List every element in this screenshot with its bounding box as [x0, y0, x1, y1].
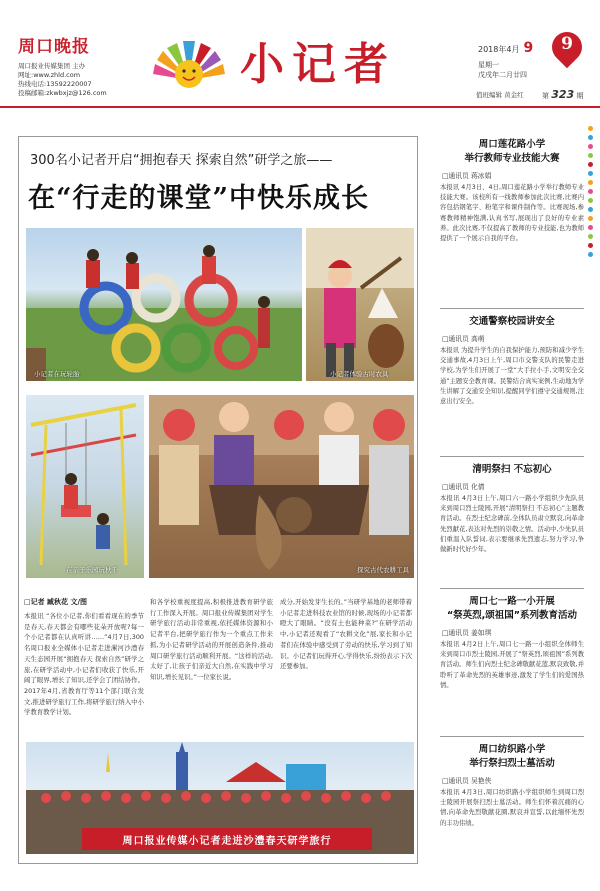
issue-prefix: 第: [542, 92, 549, 100]
sidebar-divider: [440, 456, 584, 457]
email-line: 投稿邮箱:zkwbxjz@126.com: [18, 89, 107, 97]
weekday: 星期一: [478, 61, 499, 69]
sun-logo-icon: [150, 40, 228, 88]
photo-swings: [26, 395, 144, 578]
decorative-dot: [588, 153, 593, 158]
article-column-1: 本报讯 “各位小记者,你们看看现在的季节是春天,春天都会有哪些花朵开放呢?每一个小记者都在认真听讲……”4月7日,300名周口报业全媒体小记者走进漯河沙澧春天生态园开展“拥抱春天 探索自然”研学之旅,在研学活动中,小记者们收获了快乐,开阔了眼界,增长了知识,还学会了团结协作。2017年4月,省教育厅等11个部门联合发文,推进研学旅行工作,将研学旅行纳入中小学教育教学计划。: [24, 612, 144, 717]
issue-date: [478, 40, 533, 56]
sidebar-item-title: 周口纺织路小学 举行祭扫烈士墓活动: [469, 744, 555, 769]
sidebar-divider: [440, 736, 584, 737]
decorative-dot: [588, 171, 593, 176]
decorative-dot: [588, 135, 593, 140]
caption-tool: 小记者体验古时农具: [330, 370, 389, 378]
lunar-date: 戊戌年二月廿四: [478, 71, 527, 79]
masthead: [0, 0, 600, 108]
decorative-dot: [588, 198, 593, 203]
sidebar-item-title: 周口七一路一小开展 “祭英烈,颂祖国”系列教育活动: [446, 596, 578, 621]
sidebar-item-reporter: □通讯员 姜如琪: [442, 629, 492, 637]
article-headline: 在“行走的课堂”中快乐成长: [28, 183, 370, 214]
photo-tire-playground: [26, 228, 302, 381]
decorative-dot: [588, 144, 593, 149]
article-byline: □记者 臧秋花 文/图: [24, 598, 88, 606]
group-banner-text: 周口报业传媒小记者走进沙澧春天研学旅行: [122, 836, 332, 847]
issue-number: [542, 88, 583, 101]
sidebar-item-title: 交通警察校园讲安全: [469, 316, 555, 327]
hotline-line: 热线电话:13592220007: [18, 80, 92, 88]
sidebar-item-title: 清明祭扫 不忘初心: [472, 464, 552, 475]
caption-tires: 小记者在玩轮胎: [34, 370, 80, 378]
sidebar-divider: [440, 308, 584, 309]
issue-day: 9: [523, 40, 534, 56]
sidebar-item-title: 周口莲花路小学 举行教师专业技能大赛: [464, 139, 560, 164]
issue-suffix: 期: [576, 92, 584, 100]
sidebar-item-reporter: □通讯员 化倩: [442, 483, 485, 491]
sidebar-item-lianhua: [440, 138, 584, 295]
decorative-dot: [588, 234, 593, 239]
sidebar-item-text: 本报讯 4月3日上午,周口六一路小学组织少先队员来到周口烈士陵园,开展“清明祭扫 不忘初心”主题教育活动。在烈士纪念碑前,全体队员肃立默哀,向革命先烈献花,表达对先烈的崇敬之情。活动中,少先队员们重温入队誓词,表示要继承先烈遗志,努力学习,争做新时代好少年。: [440, 495, 584, 554]
newspaper-logo: 周口晚报: [18, 37, 90, 57]
decorative-dot: [588, 207, 593, 212]
sidebar-item-reporter: □通讯员 吴艳侠: [442, 777, 492, 785]
sidebar-item-reporter: □通讯员 蒋冰娟: [442, 172, 492, 180]
sidebar-item-qiyilu: [440, 588, 584, 742]
website-line: 网址:www.zhld.com: [18, 71, 81, 79]
decorative-dots: [588, 126, 596, 261]
sidebar-item-text: 本报讯 4月3日、4日,周口莲花路小学举行教师专业技能大赛。该校所有一线教师参加此次比赛,比赛内容包括钢笔字、粉笔字和课件制作等。比赛现场,参赛教师精神饱满,认真书写,展现出了良好的专业素养。此次比赛,不仅提高了教师的专业技能,也为教师提供了一个展示自我的平台。: [440, 184, 584, 243]
article-subhead: 300名小记者开启“拥抱春天 探索自然”研学之旅——: [30, 153, 333, 168]
decorative-dot: [588, 225, 593, 230]
sidebar-news: [440, 136, 584, 864]
duty-editor: 值班编辑 黄金红: [476, 91, 524, 99]
decorative-dot: [588, 189, 593, 194]
page-title: 小记者: [240, 39, 396, 90]
article-column-3: 成分,开始发芽生长的。”当研学基地的老师带着小记者走进科技农业馆的时候,现场的小记者都瞪大了眼睛。“没有土也能种菜?”在研学活动中,小记者还观看了“农耕文化”展,家长和小记者们在体验中感受到了劳动的快乐,学习到了知识。小记者们玩得开心,学得快乐,纷纷表示下次还要参加。: [280, 598, 412, 671]
photo-farm-tool: [306, 228, 414, 381]
publisher-line: 周口报业传媒集团 主办: [18, 62, 86, 70]
decorative-dot: [588, 126, 593, 131]
publisher-info: [18, 62, 107, 98]
issue-value: 323: [551, 88, 575, 101]
sidebar-item-fangzhi: [440, 736, 584, 870]
sidebar-divider: [440, 588, 584, 589]
sidebar-item-text: 本报讯 为提升学生的自我保护能力,预防和减少学生交通事故,4月3日上午,周口市交警支队的民警走进学校,为学生们开展了一堂“大手拉小手,文明安全交通”主题安全教育课。民警结合真实案例,生动地为学生讲解了交通安全知识,提醒同学们遵守交通规则,注意出行安全。: [440, 347, 584, 406]
sidebar-item-qingming: [440, 456, 584, 606]
caption-swings: 在亲子乐园玩秋千: [66, 566, 118, 574]
decorative-dot: [588, 162, 593, 167]
photo-group-banner: [26, 742, 414, 854]
decorative-dot: [588, 243, 593, 248]
sidebar-item-text: 本报讯 4月2日上午,周口七一路一小组织全体师生来到周口市烈士陵园,开展了“祭英烈,颂祖国”系列教育活动。师生们向烈士纪念碑敬献花篮,默哀致敬,并聆听了革命先烈的英雄事迹,激发了学生们的爱国热情。: [440, 641, 584, 689]
issue-month: 2018年4月: [478, 45, 520, 54]
sidebar-item-traffic: [440, 308, 584, 468]
decorative-dot: [588, 252, 593, 257]
date-details: [478, 60, 527, 80]
sidebar-item-reporter: □通讯员 高萌: [442, 335, 485, 343]
decorative-dot: [588, 216, 593, 221]
caption-ancient-tools: 探究古代农耕工具: [357, 566, 409, 574]
article-column-2: 和各学校重视度提高,积极推进教育研学旅行工作深入开展。周口报业传媒集团对学生研学旅行活动非常重视,依托媒体资源和小记者平台,把研学旅行作为一个重点工作来抓,为小记者研学活动的开展创造条件,推动周口研学旅行活动顺利开展。“这样的活动,太好了,让孩子们亲近大自然,在实践中学习知识,增长见识。”一位家长说。: [150, 598, 273, 681]
sidebar-item-text: 本报讯 4月3日,周口纺织路小学组织师生到周口烈士陵园开展祭扫烈士墓活动。师生们怀着沉痛的心情,向革命先烈敬献花圈,默哀并宣誓,以此缅怀先烈的丰功伟绩。: [440, 789, 584, 827]
page-number: 9: [561, 34, 573, 54]
decorative-dot: [588, 180, 593, 185]
photo-ancient-tools: [149, 395, 414, 578]
